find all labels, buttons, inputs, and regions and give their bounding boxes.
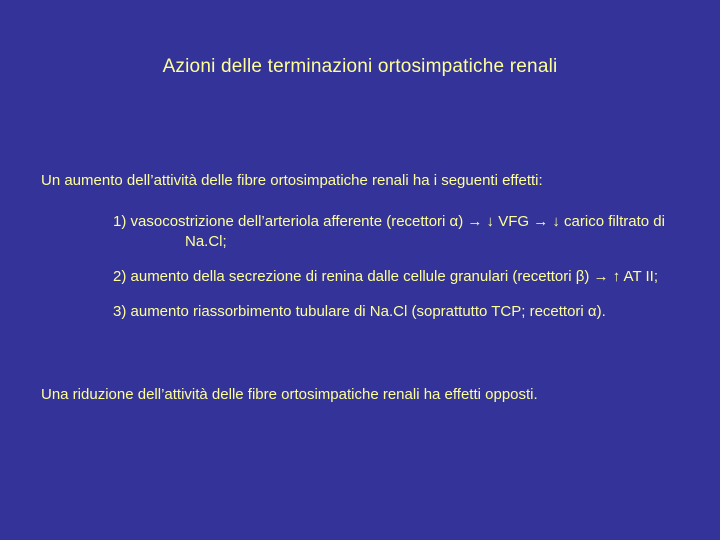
slide-title: Azioni delle terminazioni ortosimpatiche renali <box>162 56 558 77</box>
effect-item-2: 2) aumento della secrezione di renina dalle cellule granulari (recettori β) → ↑ AT II; <box>113 268 659 285</box>
effect-item-1: 1) vasocostrizione dell’arteriola afferente (recettori α) → ↓ VFG → ↓ carico filtrato di Na.Cl; <box>113 213 665 250</box>
intro-text: Un aumento dell’attività delle fibre ortosimpatiche renali ha i seguenti effetti: <box>41 172 543 189</box>
conclusion-text: Una riduzione dell’attività delle fibre ortosimpatiche renali ha effetti opposti. <box>41 386 538 403</box>
effects-list <box>113 212 693 337</box>
effect-item-3: 3) aumento riassorbimento tubulare di Na.Cl (soprattutto TCP; recettori α). <box>113 303 606 320</box>
